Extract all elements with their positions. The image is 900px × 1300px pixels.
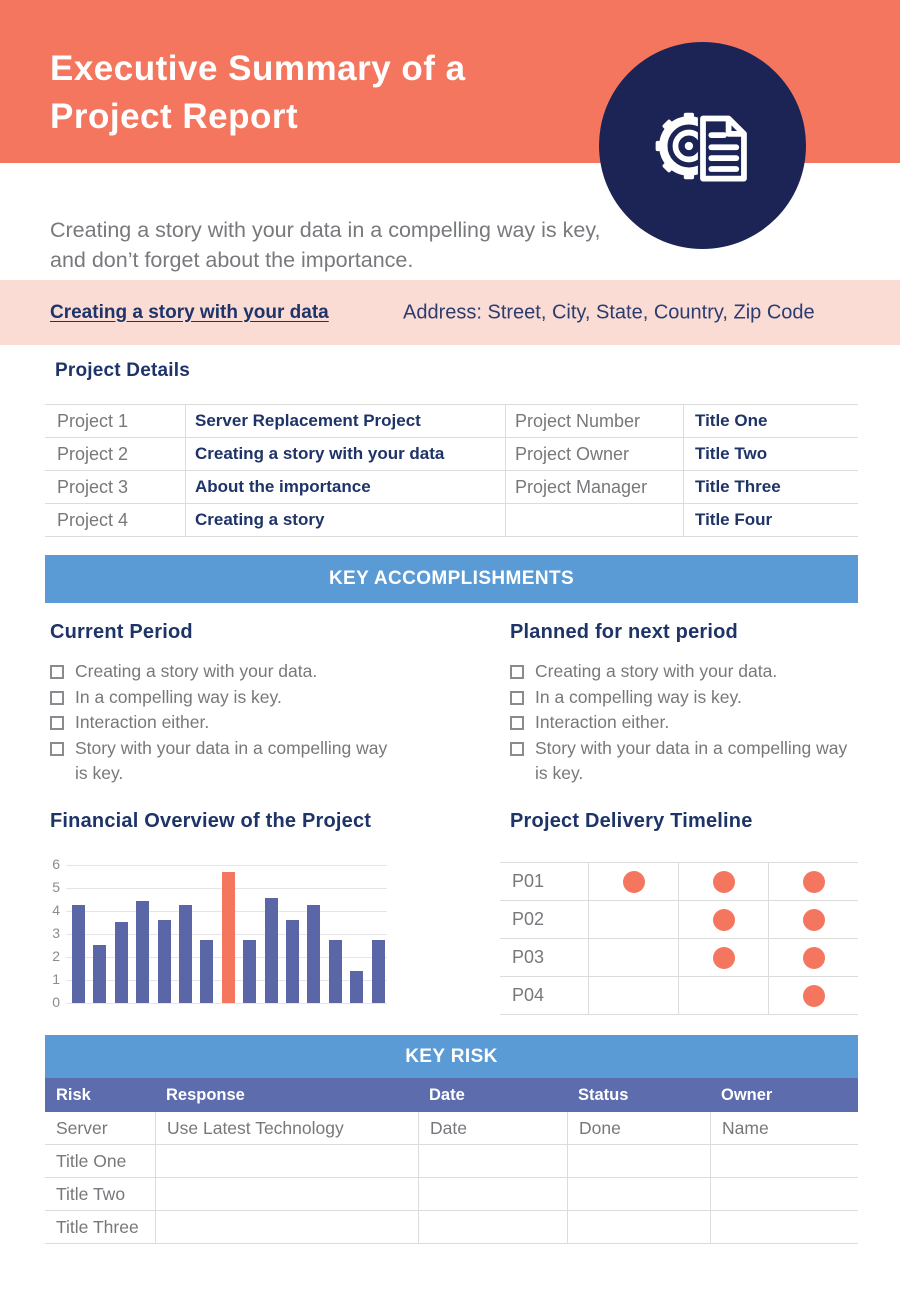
chart-bar: [93, 945, 106, 1003]
project-row-value: Server Replacement Project: [185, 405, 505, 437]
page-title: [50, 45, 610, 141]
timeline-row-label: P04: [512, 985, 545, 1005]
checklist-item-text: Story with your data in a compelling way is key.: [535, 737, 848, 783]
timeline-cell: [678, 977, 768, 1014]
gear-document-icon: [639, 82, 767, 210]
checkbox-icon: [510, 691, 524, 705]
risk-cell: Title Three: [56, 1216, 139, 1237]
project-meta-label: [505, 504, 683, 536]
risk-row: [45, 1178, 858, 1211]
checklist-item-text: Story with your data in a compelling way is key.: [75, 737, 388, 783]
financial-chart: [45, 855, 390, 1010]
risk-column-header: Response: [166, 1085, 245, 1104]
checklist-item-text: Interaction either.: [535, 712, 670, 732]
timeline-row: [500, 901, 858, 939]
chart-bar: [265, 898, 278, 1003]
timeline-cell: [768, 863, 858, 900]
delivery-timeline-heading: Project Delivery Timeline: [510, 810, 753, 832]
risk-cell: [567, 1145, 710, 1177]
timeline-dot-icon: [713, 947, 735, 969]
project-row-label: Project 1: [57, 410, 129, 431]
timeline-row: [500, 863, 858, 901]
project-details-row: [45, 405, 858, 438]
chart-ytick: 1: [52, 971, 60, 987]
info-bar: [0, 280, 900, 345]
risk-cell: [567, 1178, 710, 1210]
project-meta-value: Title One: [683, 405, 858, 437]
chart-bar: [286, 920, 299, 1003]
address-text: Address: Street, City, State, Country, Zip Code: [403, 301, 815, 323]
risk-row: [45, 1211, 858, 1244]
project-row-value: Creating a story with your data: [185, 438, 505, 470]
checkbox-icon: [510, 716, 524, 730]
risk-cell: [155, 1211, 418, 1243]
timeline-dot-icon: [803, 909, 825, 931]
chart-ytick: 6: [52, 856, 60, 872]
risk-row: [45, 1112, 858, 1145]
chart-bar: [72, 905, 85, 1003]
project-meta-value: Title Four: [683, 504, 858, 536]
timeline-cell: [588, 901, 678, 938]
timeline-cell: [768, 939, 858, 976]
checklist-item-text: Interaction either.: [75, 712, 210, 732]
project-row-value: Creating a story: [185, 504, 505, 536]
checkbox-icon: [510, 665, 524, 679]
story-link[interactable]: Creating a story with your data: [50, 301, 329, 323]
timeline-dot-icon: [623, 871, 645, 893]
risk-cell: [710, 1178, 858, 1210]
risk-column-header: Status: [578, 1085, 629, 1104]
page-title-line2: Project Report: [50, 97, 299, 137]
page-subtitle: Creating a story with your data in a compelling way is key, and don’t forget about the importance.: [50, 217, 601, 272]
checklist-item: [50, 685, 395, 711]
risk-column-header: Risk: [56, 1085, 91, 1104]
timeline-row: [500, 939, 858, 977]
risk-cell: [418, 1178, 567, 1210]
chart-bar: [179, 905, 192, 1003]
project-meta-label: Project Owner: [505, 438, 683, 470]
checklist-item-text: Creating a story with your data.: [535, 661, 778, 681]
project-details-row: [45, 471, 858, 504]
checkbox-icon: [510, 742, 524, 756]
project-row-label: Project 2: [57, 443, 129, 464]
checklist-item-text: In a compelling way is key.: [75, 686, 282, 707]
risk-row: [45, 1145, 858, 1178]
project-meta-value: Title Three: [683, 471, 858, 503]
timeline-cell: [588, 977, 678, 1014]
chart-gridline: [66, 1003, 387, 1004]
checkbox-icon: [50, 716, 64, 730]
checklist-item: [50, 736, 395, 787]
risk-cell: Title Two: [56, 1183, 126, 1204]
current-period-heading: Current Period: [50, 621, 193, 643]
chart-ytick: 4: [52, 902, 60, 918]
checklist-item: [50, 710, 395, 736]
checklist-item: [510, 659, 855, 685]
chart-bar: [158, 920, 171, 1003]
risk-header-row: [45, 1078, 858, 1112]
project-details-row: [45, 504, 858, 537]
chart-ytick: 2: [52, 948, 60, 964]
risk-cell: [155, 1178, 418, 1210]
chart-bar: [350, 971, 363, 1003]
chart-bar: [307, 905, 320, 1003]
project-details-heading: Project Details: [55, 360, 190, 381]
chart-bar: [243, 940, 256, 1003]
chart-bar: [200, 940, 213, 1003]
timeline-row-label: P02: [512, 909, 545, 929]
timeline-row-label: P01: [512, 871, 545, 891]
chart-bar: [115, 922, 128, 1003]
chart-ytick: 3: [52, 925, 60, 941]
checkbox-icon: [50, 742, 64, 756]
timeline-dot-icon: [803, 985, 825, 1007]
project-meta-label: Project Manager: [505, 471, 683, 503]
risk-cell: [418, 1145, 567, 1177]
risk-cell: [710, 1145, 858, 1177]
chart-ytick: 0: [52, 994, 60, 1010]
project-meta-label: Project Number: [505, 405, 683, 437]
checkbox-icon: [50, 665, 64, 679]
project-details-row: [45, 438, 858, 471]
timeline-cell: [678, 939, 768, 976]
timeline-row: [500, 977, 858, 1015]
risk-cell: [418, 1211, 567, 1243]
project-row-label: Project 3: [57, 476, 129, 497]
checkbox-icon: [50, 691, 64, 705]
risk-cell: [567, 1211, 710, 1243]
timeline-cell: [678, 901, 768, 938]
timeline-dot-icon: [713, 871, 735, 893]
financial-overview-heading: Financial Overview of the Project: [50, 810, 372, 832]
timeline-cell: [588, 863, 678, 900]
checklist-item-text: Creating a story with your data.: [75, 661, 318, 681]
project-meta-value: Title Two: [683, 438, 858, 470]
project-row-label: Project 4: [57, 509, 129, 530]
timeline-cell: [588, 939, 678, 976]
chart-bar: [136, 901, 149, 1003]
timeline-dot-icon: [803, 947, 825, 969]
checklist-item: [510, 736, 855, 787]
risk-cell: Server: [56, 1117, 108, 1138]
chart-bar: [329, 940, 342, 1003]
timeline-dot-icon: [803, 871, 825, 893]
risk-cell: Title One: [56, 1150, 127, 1171]
checklist-item: [50, 659, 395, 685]
next-period-checklist: [510, 659, 855, 787]
risk-cell: Done: [567, 1112, 710, 1144]
risk-cell: [710, 1211, 858, 1243]
checklist-item: [510, 685, 855, 711]
chart-gridline: [66, 865, 387, 866]
timeline-cell: [768, 977, 858, 1014]
risk-table: [45, 1078, 858, 1244]
page-title-line1: Executive Summary of a: [50, 49, 466, 89]
risk-column-header: Owner: [721, 1085, 773, 1104]
chart-bar: [372, 940, 385, 1003]
risk-cell: Use Latest Technology: [155, 1112, 418, 1144]
risk-cell: Name: [710, 1112, 858, 1144]
chart-ytick: 5: [52, 879, 60, 895]
chart-bar: [222, 872, 235, 1003]
project-row-value: About the importance: [185, 471, 505, 503]
key-risk-banner: KEY RISK: [45, 1035, 858, 1078]
project-details-table: [45, 404, 858, 537]
checklist-item-text: In a compelling way is key.: [535, 686, 742, 707]
timeline-cell: [678, 863, 768, 900]
risk-cell: [155, 1145, 418, 1177]
next-period-heading: Planned for next period: [510, 621, 738, 643]
checklist-item: [510, 710, 855, 736]
key-accomplishments-banner: KEY ACCOMPLISHMENTS: [45, 555, 858, 603]
risk-cell: Date: [418, 1112, 567, 1144]
timeline-row-label: P03: [512, 947, 545, 967]
timeline-dot-icon: [713, 909, 735, 931]
risk-column-header: Date: [429, 1085, 465, 1104]
current-period-checklist: [50, 659, 395, 787]
timeline-table: [500, 862, 858, 1015]
risk-table-body: [45, 1112, 858, 1244]
timeline-cell: [768, 901, 858, 938]
